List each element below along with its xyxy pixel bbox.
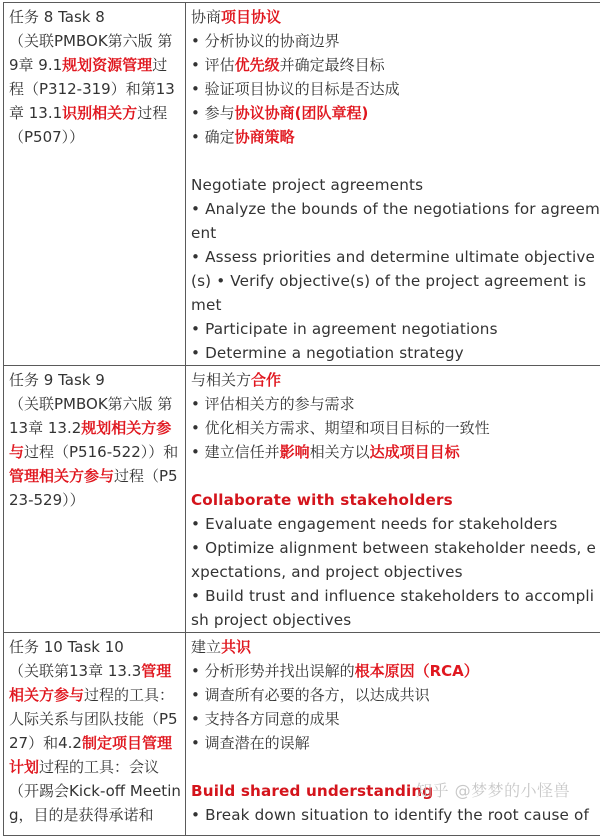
en-bullet: • Determine a negotiation strategy [191, 341, 600, 365]
bullet-text: • 分析形势并找出误解的 [191, 662, 355, 680]
task-title: 任务 9 Task 9 [9, 368, 181, 392]
ref-highlight: 管理相关方参与 [9, 467, 114, 485]
table-row-task-8 [4, 3, 600, 366]
en-bullet: • Break down situation to identify the root cause of [191, 803, 600, 827]
en-heading: Build shared understanding [191, 779, 600, 803]
task-reference [9, 659, 181, 827]
bullet-text: • 调查潜在的误解 [191, 734, 310, 752]
description-cell [186, 3, 600, 366]
bullet-text: • 验证项目协议的目标是否达成 [191, 80, 400, 98]
zh-bullet [191, 101, 600, 125]
task-reference [9, 392, 181, 512]
ref-highlight: 管理相关方参与 [9, 662, 171, 704]
bullet-text: • 评估 [191, 56, 235, 74]
ref-text: （关联PMBOK第六版 第9章 9.1 [9, 32, 172, 74]
zh-bullet [191, 77, 600, 101]
zh-heading-text: 建立 [191, 638, 221, 656]
bullet-highlight: 协议协商(团队章程) [235, 104, 369, 122]
ref-text: （关联PMBOK第六版 第13章 13.2 [9, 395, 172, 437]
zh-bullet [191, 416, 600, 440]
en-bullet: • Assess priorities and determine ultimate objective(s) • Verify objective(s) of the project agreement is met [191, 245, 600, 317]
table-row-task-10 [4, 633, 600, 836]
task-cell [4, 633, 186, 836]
ref-text: 过程的工具：人际关系与团队技能（P527）和4.2 [9, 686, 178, 752]
description-cell [186, 366, 600, 633]
ref-highlight: 识别相关方 [62, 104, 137, 122]
spacer [191, 755, 600, 779]
en-bullet: • Build trust and influence stakeholders to accomplish project objectives [191, 584, 600, 632]
zh-bullet [191, 659, 600, 683]
ref-text: 过程（P516-522））和 [24, 443, 178, 461]
zh-bullet [191, 392, 600, 416]
bullet-text: • 确定 [191, 128, 235, 146]
ref-text: 过程（P507）） [9, 104, 167, 146]
bullet-highlight: 优先级 [235, 56, 280, 74]
ref-text: （关联第13章 13.3 [9, 662, 141, 680]
bullet-highlight: 影响 [280, 443, 310, 461]
en-heading: Collaborate with stakeholders [191, 488, 600, 512]
zh-heading-highlight: 项目协议 [221, 8, 281, 26]
zh-heading [191, 635, 600, 659]
bullet-text: • 优化相关方需求、期望和项目目标的一致性 [191, 419, 490, 437]
bullet-text: • 分析协议的协商边界 [191, 32, 340, 50]
zh-heading-highlight: 共识 [221, 638, 251, 656]
description-cell [186, 633, 600, 836]
zh-bullet [191, 29, 600, 53]
zh-heading-text: 协商 [191, 8, 221, 26]
zh-bullet [191, 440, 600, 464]
ref-text: 过程（P523-529）） [9, 467, 178, 509]
task-title: 任务 10 Task 10 [9, 635, 181, 659]
task-cell [4, 366, 186, 633]
task-title: 任务 8 Task 8 [9, 5, 181, 29]
bullet-text: • 支持各方同意的成果 [191, 710, 340, 728]
en-bullet: • Participate in agreement negotiations [191, 317, 600, 341]
ref-text: 过程的工具：会议（开踢会Kick-off Meeting，目的是获得承诺和 [9, 758, 181, 824]
task-table [3, 2, 600, 836]
ref-highlight: 规划相关方参与 [9, 419, 171, 461]
zh-bullet [191, 53, 600, 77]
bullet-text: • 调查所有必要的各方，以达成共识 [191, 686, 430, 704]
spacer [191, 149, 600, 173]
ref-highlight: 制定项目管理计划 [9, 734, 172, 776]
ref-text: 过程（P312-319）和第13章 13.1 [9, 56, 175, 122]
ref-highlight: 规划资源管理 [62, 56, 152, 74]
bullet-text: • 参与 [191, 104, 235, 122]
task-reference [9, 29, 181, 149]
zh-bullet [191, 731, 600, 755]
zh-bullet [191, 125, 600, 149]
zh-heading-highlight: 合作 [251, 371, 281, 389]
bullet-text: 并确定最终目标 [280, 56, 385, 74]
zh-heading [191, 5, 600, 29]
bullet-text: 相关方以 [310, 443, 370, 461]
bullet-text: • 评估相关方的参与需求 [191, 395, 355, 413]
bullet-highlight: 达成项目目标 [370, 443, 460, 461]
spacer [191, 464, 600, 488]
task-cell [4, 3, 186, 366]
bullet-text: • 建立信任并 [191, 443, 280, 461]
table-row-task-9 [4, 366, 600, 633]
zh-heading [191, 368, 600, 392]
zh-bullet [191, 683, 600, 707]
en-heading: Negotiate project agreements [191, 173, 600, 197]
bullet-highlight: 协商策略 [235, 128, 295, 146]
en-bullet: • Evaluate engagement needs for stakeholders [191, 512, 600, 536]
en-bullet: • Analyze the bounds of the negotiations for agreement [191, 197, 600, 245]
en-bullet: • Optimize alignment between stakeholder needs, expectations, and project objectives [191, 536, 600, 584]
zh-heading-text: 与相关方 [191, 371, 251, 389]
bullet-highlight: 根本原因（RCA） [355, 662, 479, 680]
watermark-text: 知乎 @梦梦的小怪兽 [416, 778, 570, 801]
zh-bullet [191, 707, 600, 731]
